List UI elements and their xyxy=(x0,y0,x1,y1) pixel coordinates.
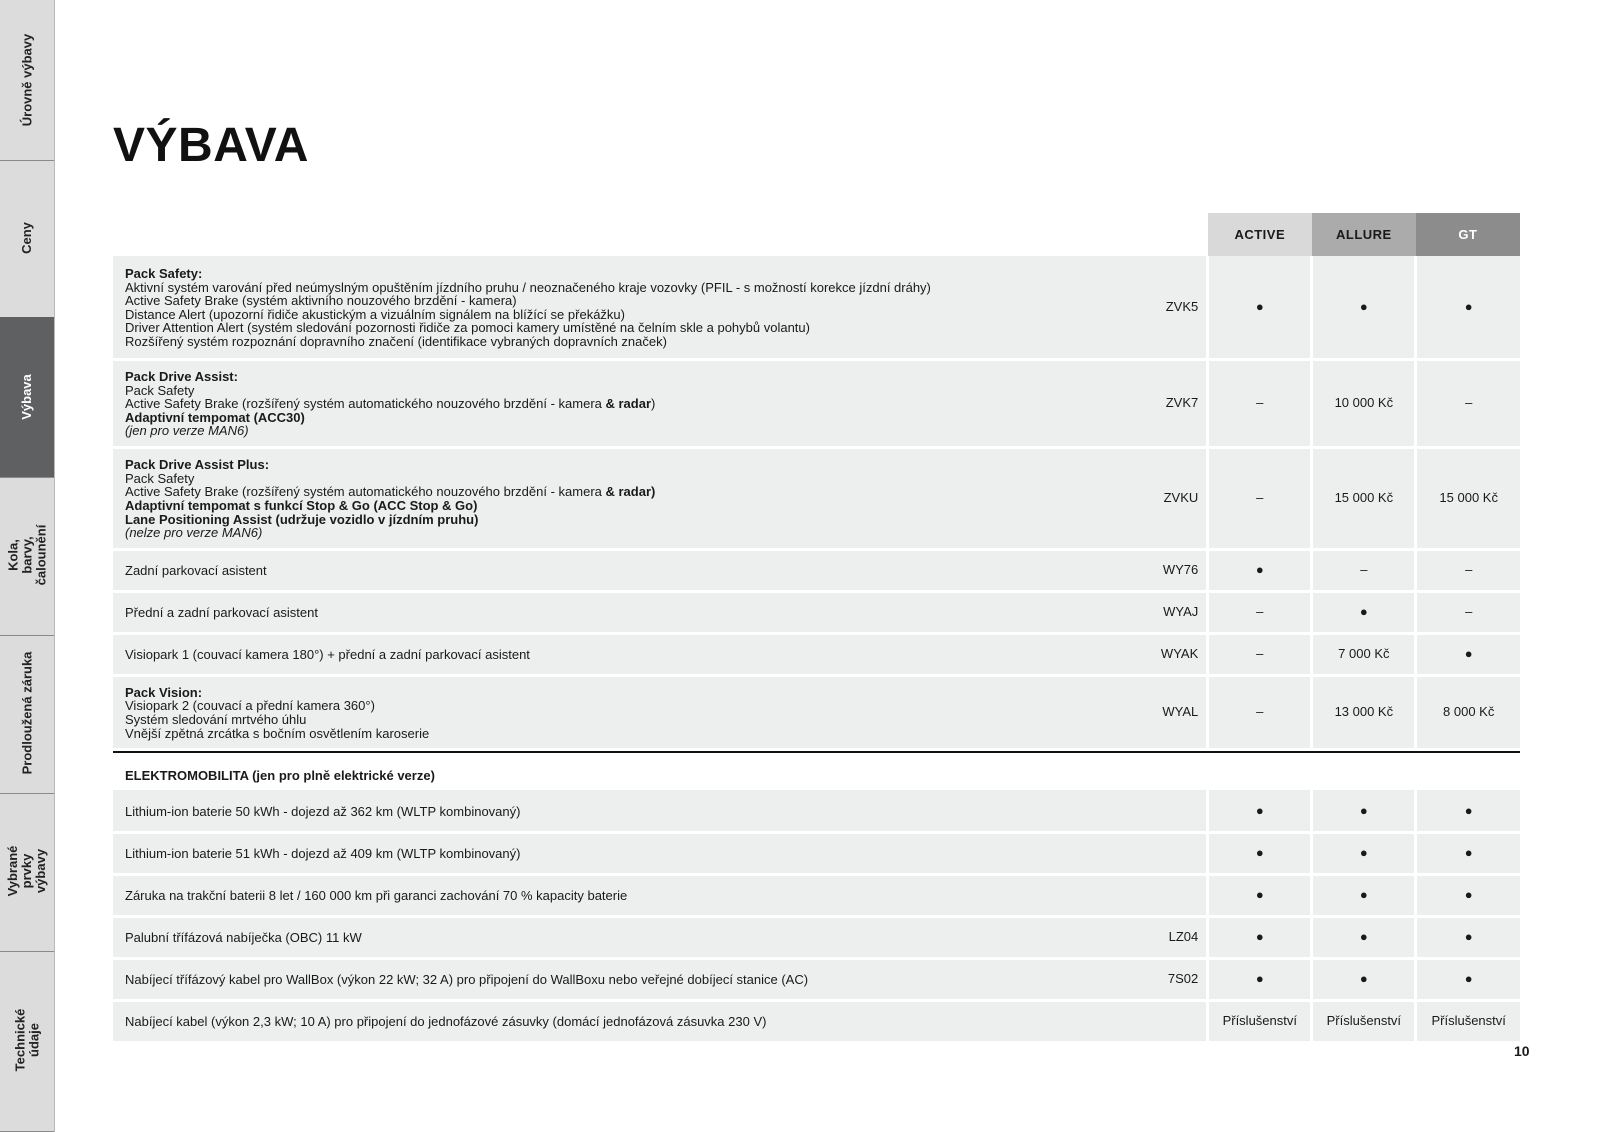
header-spacer xyxy=(113,213,1144,256)
value-gt: ● xyxy=(1416,633,1520,675)
value-active: – xyxy=(1208,591,1312,633)
row-description: Lithium-ion baterie 51 kWh - dojezd až 409 km (WLTP kombinovaný) xyxy=(113,832,1144,874)
sidebar-tab-label: Technické údaje xyxy=(12,1008,41,1072)
header-spacer xyxy=(1144,213,1208,256)
table-row xyxy=(113,916,1520,958)
table-header-row xyxy=(113,213,1520,256)
sidebar-tab-label: Ceny xyxy=(18,222,34,254)
value-allure: 15 000 Kč xyxy=(1312,447,1416,549)
value-gt: 15 000 Kč xyxy=(1416,447,1520,549)
value-allure: ● xyxy=(1312,874,1416,916)
value-gt: – xyxy=(1416,591,1520,633)
level-header-allure: ALLURE xyxy=(1312,213,1416,256)
value-allure: Příslušenství xyxy=(1312,1000,1416,1042)
row-description: Visiopark 1 (couvací kamera 180°) + přední a zadní parkovací asistent xyxy=(113,633,1144,675)
table-row xyxy=(113,790,1520,832)
value-allure: ● xyxy=(1312,256,1416,359)
row-line: Adaptivní tempomat s funkcí Stop & Go (ACC Stop & Go) xyxy=(125,498,478,513)
table-row xyxy=(113,958,1520,1000)
row-code xyxy=(1144,832,1208,874)
value-gt: ● xyxy=(1416,256,1520,359)
row-code: WYAL xyxy=(1144,675,1208,749)
value-gt: Příslušenství xyxy=(1416,1000,1520,1042)
row-code xyxy=(1144,790,1208,832)
value-gt: 8 000 Kč xyxy=(1416,675,1520,749)
value-gt: ● xyxy=(1416,832,1520,874)
table-row xyxy=(113,874,1520,916)
row-line: Visiopark 2 (couvací a přední kamera 360°) xyxy=(125,698,375,714)
value-active: ● xyxy=(1208,549,1312,591)
value-allure: 13 000 Kč xyxy=(1312,675,1416,749)
level-header-gt: GT xyxy=(1416,213,1520,256)
value-active: ● xyxy=(1208,916,1312,958)
value-active: ● xyxy=(1208,790,1312,832)
value-active: Příslušenství xyxy=(1208,1000,1312,1042)
row-code xyxy=(1144,874,1208,916)
row-line: Active Safety Brake (systém aktivního nouzového brzdění - kamera) xyxy=(125,293,517,309)
row-description: Palubní třífázová nabíječka (OBC) 11 kW xyxy=(113,916,1144,958)
value-active: ● xyxy=(1208,958,1312,1000)
value-allure: 10 000 Kč xyxy=(1312,359,1416,447)
sidebar-tab-label: Výbava xyxy=(18,374,34,420)
row-description: Přední a zadní parkovací asistent xyxy=(113,591,1144,633)
value-allure: – xyxy=(1312,549,1416,591)
value-active: ● xyxy=(1208,256,1312,359)
value-allure: ● xyxy=(1312,832,1416,874)
value-gt: ● xyxy=(1416,874,1520,916)
table-row xyxy=(113,591,1520,633)
row-line: Vnější zpětná zrcátka s bočním osvětlením karoserie xyxy=(125,725,430,741)
table-row xyxy=(113,359,1520,447)
row-line: Adaptivní tempomat (ACC30) xyxy=(125,409,305,425)
value-allure: ● xyxy=(1312,591,1416,633)
sidebar-tab-vybava[interactable] xyxy=(0,317,54,478)
row-note: (nelze pro verze MAN6) xyxy=(125,525,263,541)
row-title: Pack Drive Assist: xyxy=(125,369,238,385)
value-active: – xyxy=(1208,447,1312,549)
row-description xyxy=(113,675,1144,749)
sidebar-nav xyxy=(0,0,55,1132)
value-active: ● xyxy=(1208,832,1312,874)
row-code: ZVK5 xyxy=(1144,256,1208,359)
value-allure: ● xyxy=(1312,790,1416,832)
value-gt: ● xyxy=(1416,790,1520,832)
row-line: Active Safety Brake (rozšířený systém automatického nouzového brzdění - kamera & radar) xyxy=(125,396,656,412)
table-row xyxy=(113,633,1520,675)
section-heading: ELEKTROMOBILITA (jen pro plně elektrické verze) xyxy=(113,752,1520,791)
table-row xyxy=(113,832,1520,874)
value-gt: – xyxy=(1416,359,1520,447)
value-allure: ● xyxy=(1312,916,1416,958)
sidebar-tab-kola-barvy-calouneni[interactable] xyxy=(0,475,54,636)
sidebar-tab-ceny[interactable] xyxy=(0,158,54,319)
row-line: Driver Attention Alert (systém sledování pozornosti řidiče za pomoci kamery umístěné na čelním skle a pohybů volantu) xyxy=(125,320,810,336)
row-description xyxy=(113,447,1144,549)
row-line: Lane Positioning Assist (udržuje vozidlo v jízdním pruhu) xyxy=(125,511,479,527)
row-code: LZ04 xyxy=(1144,916,1208,958)
value-active: – xyxy=(1208,675,1312,749)
row-code: 7S02 xyxy=(1144,958,1208,1000)
value-active: – xyxy=(1208,633,1312,675)
row-title: Pack Safety: xyxy=(125,265,203,281)
row-title: Pack Drive Assist Plus: xyxy=(125,457,270,473)
row-code: WYAJ xyxy=(1144,591,1208,633)
sidebar-tab-label: Kola, barvy, čalounění xyxy=(5,524,48,586)
row-code: WY76 xyxy=(1144,549,1208,591)
row-description xyxy=(113,256,1144,359)
value-gt: – xyxy=(1416,549,1520,591)
sidebar-tab-label: Úrovně výbavy xyxy=(19,33,34,127)
row-description: Nabíjecí třífázový kabel pro WallBox (výkon 22 kW; 32 A) pro připojení do WallBoxu nebo veřejné dobíjecí stanice (AC) xyxy=(113,958,1144,1000)
row-line: Pack Safety xyxy=(125,382,195,398)
sidebar-tab-vybrane-prvky-vybavy[interactable] xyxy=(0,791,54,952)
row-code: ZVKU xyxy=(1144,447,1208,549)
sidebar-tab-label: Vybrané prvky výbavy xyxy=(5,845,48,897)
value-gt: ● xyxy=(1416,958,1520,1000)
row-title: Pack Vision: xyxy=(125,684,203,700)
row-description xyxy=(113,359,1144,447)
row-line: Rozšířený systém rozpoznání dopravního značení (identifikace vybraných dopravních značek) xyxy=(125,333,667,349)
row-code: WYAK xyxy=(1144,633,1208,675)
row-code xyxy=(1144,1000,1208,1042)
row-code: ZVK7 xyxy=(1144,359,1208,447)
row-description: Záruka na trakční baterii 8 let / 160 000 km při garanci zachování 70 % kapacity baterie xyxy=(113,874,1144,916)
sidebar-tab-technicke-udaje[interactable] xyxy=(0,949,54,1132)
page-number: 10 xyxy=(1514,1043,1530,1059)
value-active: – xyxy=(1208,359,1312,447)
row-description: Zadní parkovací asistent xyxy=(113,549,1144,591)
row-description: Lithium-ion baterie 50 kWh - dojezd až 362 km (WLTP kombinovaný) xyxy=(113,790,1144,832)
value-active: ● xyxy=(1208,874,1312,916)
row-line: Aktivní systém varování před neúmyslným opuštěním jízdního pruhu / neoznačeného kraje vozovky (PFIL - s možností korekce jízdní dráhy) xyxy=(125,279,931,295)
sidebar-tab-urovne-vybavy[interactable] xyxy=(0,0,54,161)
equipment-table xyxy=(113,213,1520,1044)
table-row xyxy=(113,1000,1520,1042)
row-line: Distance Alert (upozorní řidiče akustickým a vizuálním signálem na blížící se překážku) xyxy=(125,306,625,322)
value-gt: ● xyxy=(1416,916,1520,958)
row-note: (jen pro verze MAN6) xyxy=(125,423,249,439)
table-row xyxy=(113,675,1520,749)
page-title: VÝBAVA xyxy=(113,119,309,172)
row-line: Pack Safety xyxy=(125,470,195,486)
row-line: Active Safety Brake (rozšířený systém automatického nouzového brzdění - kamera & radar) xyxy=(125,484,656,500)
row-description: Nabíjecí kabel (výkon 2,3 kW; 10 A) pro připojení do jednofázové zásuvky (domácí jednofázová zásuvka 230 V) xyxy=(113,1000,1144,1042)
value-allure: ● xyxy=(1312,958,1416,1000)
sidebar-tab-prodlouzena-zaruka[interactable] xyxy=(0,633,54,794)
table-row xyxy=(113,549,1520,591)
value-allure: 7 000 Kč xyxy=(1312,633,1416,675)
table-row xyxy=(113,256,1520,359)
level-header-active: ACTIVE xyxy=(1208,213,1312,256)
table-row xyxy=(113,447,1520,549)
section-heading-row xyxy=(113,752,1520,791)
row-line: Systém sledování mrtvého úhlu xyxy=(125,712,307,727)
sidebar-tab-label: Prodloužená záruka xyxy=(19,651,34,775)
